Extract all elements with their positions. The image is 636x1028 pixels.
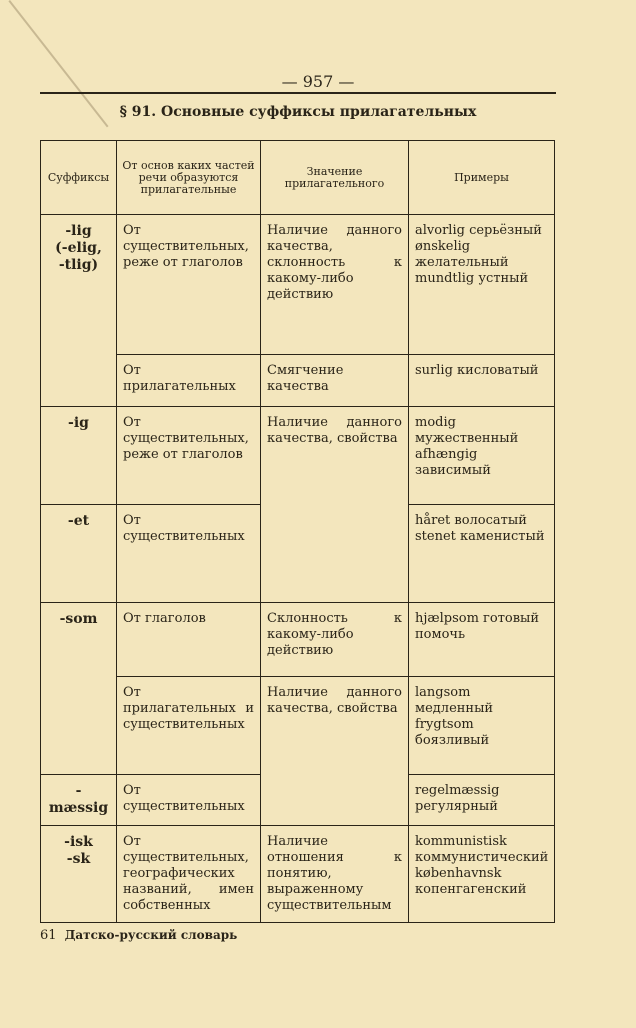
examples-cell: [409, 215, 555, 355]
header-suffix: Суффиксы: [41, 141, 117, 215]
table-row: [41, 215, 555, 355]
meaning-cell: Склонность к какому-либо действию: [261, 603, 409, 677]
source-cell: От существительных, реже от глаголов: [117, 407, 261, 505]
header-source: От основ каких частей речи образуются прилагательные: [117, 141, 261, 215]
header-rule: [40, 92, 556, 94]
suffix-cell: -isk -sk: [41, 826, 117, 923]
table-header-row: [41, 141, 555, 215]
source-cell: От существительных, географических названий, имен собственных: [117, 826, 261, 923]
table-row: [41, 407, 555, 505]
suffix-cell: -mæssig: [41, 775, 117, 826]
examples-cell: [409, 505, 555, 603]
example-item: kommunistisk коммунистический: [415, 834, 549, 865]
examples-cell: [409, 355, 555, 407]
examples-cell: [409, 603, 555, 677]
source-cell: От глаголов: [117, 603, 261, 677]
example-item: mundtlig устный: [415, 271, 529, 286]
source-cell: От прилагательных: [117, 355, 261, 407]
example-item: stenet каменистый: [415, 529, 545, 544]
examples-cell: [409, 775, 555, 826]
page-footer: [40, 928, 237, 943]
source-cell: От прилагательных и существительных: [117, 677, 261, 775]
example-item: hjælpsom готовый помочь: [415, 611, 540, 642]
page-number: — 957 —: [281, 72, 355, 91]
source-cell: От существительных, реже от глаголов: [117, 215, 261, 355]
header-meaning: Значение прилагательного: [261, 141, 409, 215]
example-item: regelmæssig регулярный: [415, 783, 500, 814]
meaning-cell: Наличие данного качества, свойства: [261, 677, 409, 826]
suffix-table: [40, 140, 555, 923]
section-title: § 91. Основные суффиксы прилагательных: [119, 104, 477, 120]
table-row: [41, 677, 555, 775]
examples-cell: [409, 677, 555, 775]
suffix-cell: -ig: [41, 407, 117, 505]
source-cell: От существительных: [117, 505, 261, 603]
table-row: [41, 826, 555, 923]
example-item: frygtsom боязливый: [415, 717, 490, 748]
header-examples: Примеры: [409, 141, 555, 215]
example-item: afhængig зависимый: [415, 447, 491, 478]
book-title: Датско-русский словарь: [64, 928, 238, 942]
sheet-number: 61: [40, 928, 57, 943]
meaning-cell: Смягчение качества: [261, 355, 409, 407]
meaning-cell: Наличие отношения к понятию, выраженному существительным: [261, 826, 409, 923]
table-row: [41, 355, 555, 407]
meaning-cell: Наличие данного качества, свойства: [261, 407, 409, 603]
example-item: håret волосатый: [415, 513, 527, 528]
examples-cell: [409, 826, 555, 923]
example-item: københavnsk копенгагенский: [415, 866, 527, 897]
source-cell: От существительных: [117, 775, 261, 826]
examples-cell: [409, 407, 555, 505]
suffix-cell: -som: [41, 603, 117, 775]
table-row: [41, 603, 555, 677]
example-item: langsom медленный: [415, 685, 494, 716]
meaning-cell: Наличие данного качества, склонность к какому-либо действию: [261, 215, 409, 355]
suffix-cell: -et: [41, 505, 117, 603]
example-item: surlig кисловатый: [415, 363, 539, 378]
example-item: modig мужественный: [415, 415, 519, 446]
suffix-cell: -lig (-elig, -tlig): [41, 215, 117, 407]
example-item: alvorlig серьёзный: [415, 223, 542, 238]
example-item: ønskelig желательный: [415, 239, 509, 270]
